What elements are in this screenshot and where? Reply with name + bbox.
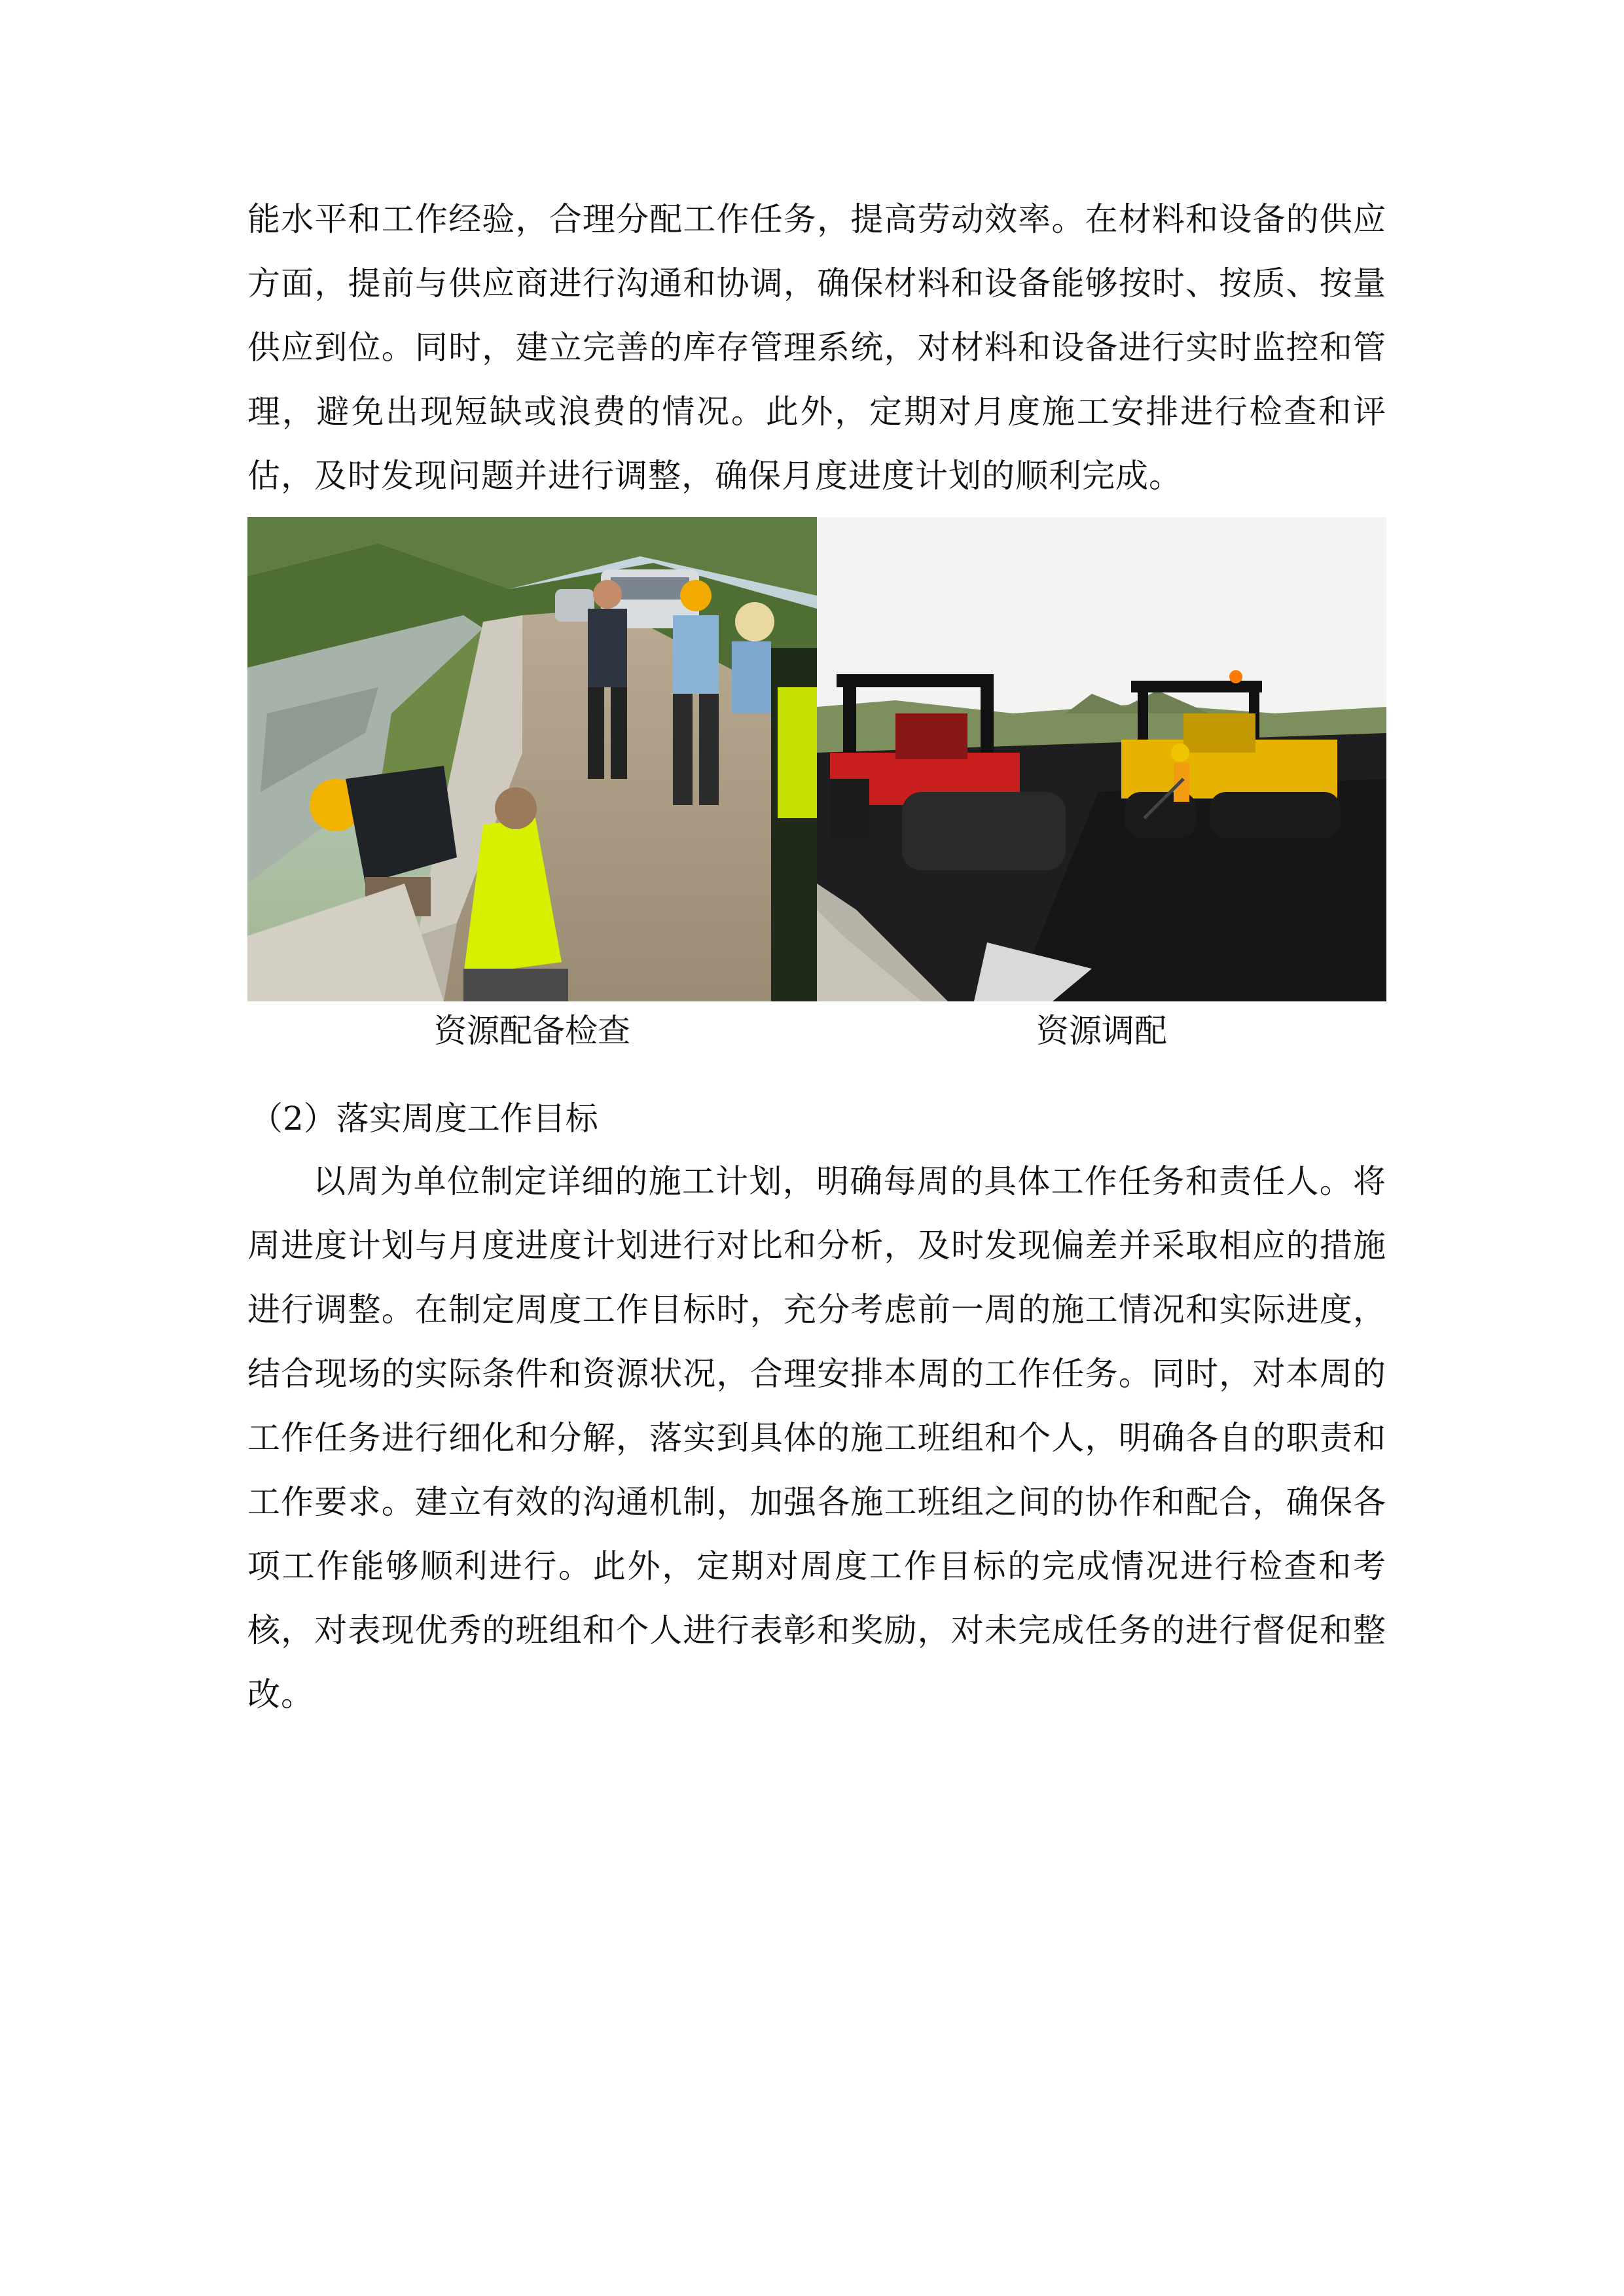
figure-caption-allocation: 资源调配: [1036, 1012, 1167, 1050]
intro-paragraph: 能水平和工作经验，合理分配工作任务，提高劳动效率。在材料和设备的供应方面，提前与供应商进行沟通和协调，确保材料和设备能够按时、按质、按量供应到位。同时，建立完善的库存管理系统，对材料和设备进行实时监控和管理，避免出现短缺或浪费的情况。此外，定期对月度施工安排进行检查和评估，及时发现问题并进行调整，确保月度进度计划的顺利完成。: [247, 200, 1386, 495]
resource-allocation-photo: [817, 517, 1386, 1001]
resource-allocation-image: [817, 517, 1386, 1001]
resource-inspection-photo: [247, 517, 817, 1001]
resource-inspection-image: [247, 517, 817, 1001]
figure-caption-inspection: 资源配备检查: [434, 1012, 630, 1050]
body-paragraph: 以周为单位制定详细的施工计划，明确每周的具体工作任务和责任人。将周进度计划与月度进度计划进行对比和分析，及时发现偏差并采取相应的措施进行调整。在制定周度工作目标时，充分考虑前一周的施工情况和实际进度，结合现场的实际条件和资源状况，合理安排本周的工作任务。同时，对本周的工作任务进行细化和分解，落实到具体的施工班组和个人，明确各自的职责和工作要求。建立有效的沟通机制，加强各施工班组之间的协作和配合，确保各项工作能够顺利进行。此外，定期对周度工作目标的完成情况进行检查和考核，对表现优秀的班组和个人进行表彰和奖励，对未完成任务的进行督促和整改。: [247, 1162, 1386, 1713]
section-heading: （2）落实周度工作目标: [250, 1100, 598, 1138]
